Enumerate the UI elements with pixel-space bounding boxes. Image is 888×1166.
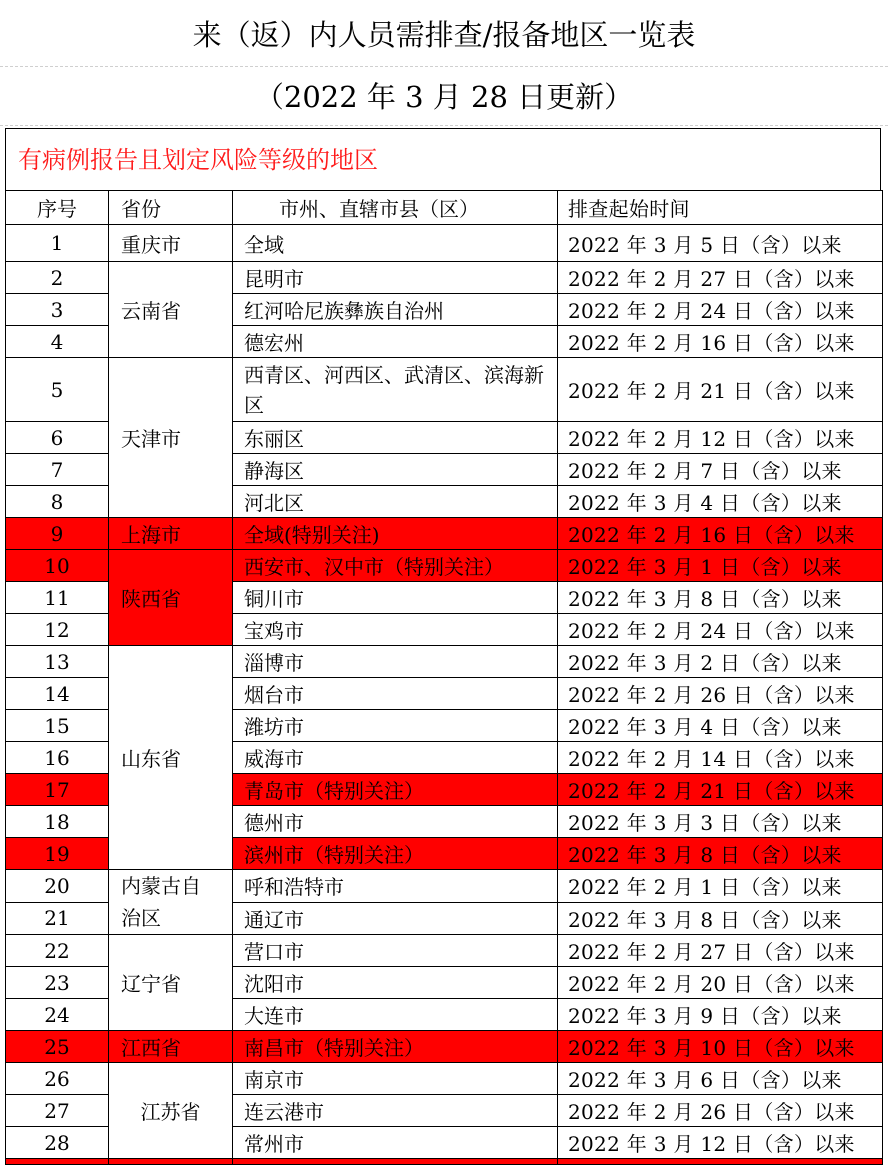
divider xyxy=(0,125,888,126)
row-number: 8 xyxy=(6,486,109,518)
start-time-cell: 2022 年 3 月 9 日（含）以来 xyxy=(558,999,883,1031)
row-number: 1 xyxy=(6,225,109,262)
table-row xyxy=(6,1159,883,1165)
start-time-cell: 2022 年 3 月 4 日（含）以来 xyxy=(558,710,883,742)
start-time-cell: 2022 年 3 月 5 日（含）以来 xyxy=(558,225,883,262)
row-number: 7 xyxy=(6,454,109,486)
province-cell: 辽宁省 xyxy=(109,935,233,1031)
row-edge-cell xyxy=(233,1159,558,1165)
start-time-cell: 2022 年 3 月 3 日（含）以来 xyxy=(558,806,883,838)
area-cell: 青岛市（特别关注） xyxy=(233,774,558,806)
province-cell: 重庆市 xyxy=(109,225,233,262)
start-time-cell: 2022 年 2 月 1 日（含）以来 xyxy=(558,870,883,903)
row-number: 6 xyxy=(6,422,109,454)
start-time-cell: 2022 年 2 月 24 日（含）以来 xyxy=(558,614,883,646)
row-number: 19 xyxy=(6,838,109,870)
area-cell: 河北区 xyxy=(233,486,558,518)
row-number: 21 xyxy=(6,902,109,935)
start-time-cell: 2022 年 2 月 16 日（含）以来 xyxy=(558,326,883,358)
header-no: 序号 xyxy=(6,191,109,225)
row-number: 17 xyxy=(6,774,109,806)
start-time-cell: 2022 年 3 月 4 日（含）以来 xyxy=(558,486,883,518)
start-time-cell: 2022 年 3 月 1 日（含）以来 xyxy=(558,550,883,582)
start-time-cell: 2022 年 3 月 2 日（含）以来 xyxy=(558,646,883,678)
province-cell: 天津市 xyxy=(109,358,233,518)
start-time-cell: 2022 年 2 月 12 日（含）以来 xyxy=(558,422,883,454)
start-time-cell: 2022 年 2 月 21 日（含）以来 xyxy=(558,774,883,806)
area-cell: 红河哈尼族彝族自治州 xyxy=(233,294,558,326)
area-cell: 烟台市 xyxy=(233,678,558,710)
row-number: 20 xyxy=(6,870,109,903)
row-number: 27 xyxy=(6,1095,109,1127)
province-cell: 江苏省 xyxy=(109,1063,233,1159)
start-time-cell: 2022 年 2 月 16 日（含）以来 xyxy=(558,518,883,550)
table-row xyxy=(6,262,883,294)
table-row xyxy=(6,1063,883,1095)
row-number: 12 xyxy=(6,614,109,646)
area-cell: 铜川市 xyxy=(233,582,558,614)
table-row xyxy=(6,646,883,678)
row-number: 10 xyxy=(6,550,109,582)
province-cell: 陕西省 xyxy=(109,550,233,646)
region-table xyxy=(5,190,883,1165)
page-title: 来（返）内人员需排查/报备地区一览表 xyxy=(192,18,696,52)
area-cell: 东丽区 xyxy=(233,422,558,454)
start-time-cell: 2022 年 3 月 8 日（含）以来 xyxy=(558,902,883,935)
start-time-cell: 2022 年 2 月 21 日（含）以来 xyxy=(558,358,883,422)
area-cell: 潍坊市 xyxy=(233,710,558,742)
row-number: 13 xyxy=(6,646,109,678)
start-time-cell: 2022 年 2 月 7 日（含）以来 xyxy=(558,454,883,486)
row-number: 25 xyxy=(6,1031,109,1063)
row-number: 11 xyxy=(6,582,109,614)
row-edge-cell xyxy=(6,1159,109,1165)
row-number: 5 xyxy=(6,358,109,422)
header-area: 市州、直辖市县（区） xyxy=(233,191,558,225)
area-cell: 西安市、汉中市（特别关注） xyxy=(233,550,558,582)
province-cell: 江西省 xyxy=(109,1031,233,1063)
area-cell: 常州市 xyxy=(233,1127,558,1159)
area-cell: 南昌市（特别关注） xyxy=(233,1031,558,1063)
start-time-cell: 2022 年 3 月 12 日（含）以来 xyxy=(558,1127,883,1159)
area-cell: 沈阳市 xyxy=(233,967,558,999)
row-number: 15 xyxy=(6,710,109,742)
area-cell: 静海区 xyxy=(233,454,558,486)
area-cell: 淄博市 xyxy=(233,646,558,678)
start-time-cell: 2022 年 3 月 6 日（含）以来 xyxy=(558,1063,883,1095)
table-row xyxy=(6,870,883,903)
row-number: 23 xyxy=(6,967,109,999)
row-number: 3 xyxy=(6,294,109,326)
area-cell: 大连市 xyxy=(233,999,558,1031)
table-row xyxy=(6,518,883,550)
start-time-cell: 2022 年 2 月 24 日（含）以来 xyxy=(558,294,883,326)
table-header-row xyxy=(6,191,883,225)
header-province: 省份 xyxy=(109,191,233,225)
area-cell: 全域(特别关注) xyxy=(233,518,558,550)
row-edge-cell xyxy=(558,1159,883,1165)
area-cell: 宝鸡市 xyxy=(233,614,558,646)
row-number: 24 xyxy=(6,999,109,1031)
area-cell: 昆明市 xyxy=(233,262,558,294)
start-time-cell: 2022 年 2 月 20 日（含）以来 xyxy=(558,967,883,999)
area-cell: 全域 xyxy=(233,225,558,262)
table-row xyxy=(6,1031,883,1063)
section-heading: 有病例报告且划定风险等级的地区 xyxy=(5,128,881,190)
table-row xyxy=(6,935,883,967)
area-cell: 通辽市 xyxy=(233,902,558,935)
area-cell: 呼和浩特市 xyxy=(233,870,558,903)
header-start-time: 排查起始时间 xyxy=(558,191,883,225)
row-number: 16 xyxy=(6,742,109,774)
start-time-cell: 2022 年 2 月 26 日（含）以来 xyxy=(558,1095,883,1127)
table-row xyxy=(6,225,883,262)
start-time-cell: 2022 年 3 月 8 日（含）以来 xyxy=(558,838,883,870)
province-cell: 上海市 xyxy=(109,518,233,550)
province-cell: 内蒙古自治区 xyxy=(109,870,233,935)
table-row xyxy=(6,358,883,422)
area-cell: 营口市 xyxy=(233,935,558,967)
start-time-cell: 2022 年 2 月 27 日（含）以来 xyxy=(558,935,883,967)
start-time-cell: 2022 年 2 月 14 日（含）以来 xyxy=(558,742,883,774)
area-cell-text: 西青区、河西区、武清区、滨海新区 xyxy=(244,362,544,417)
province-cell: 山东省 xyxy=(109,646,233,870)
area-cell xyxy=(233,358,558,422)
row-number: 4 xyxy=(6,326,109,358)
row-number: 28 xyxy=(6,1127,109,1159)
area-cell: 威海市 xyxy=(233,742,558,774)
row-number: 14 xyxy=(6,678,109,710)
area-cell: 滨州市（特别关注） xyxy=(233,838,558,870)
start-time-cell: 2022 年 2 月 27 日（含）以来 xyxy=(558,262,883,294)
row-number: 9 xyxy=(6,518,109,550)
area-cell: 连云港市 xyxy=(233,1095,558,1127)
area-cell: 德州市 xyxy=(233,806,558,838)
start-time-cell: 2022 年 3 月 10 日（含）以来 xyxy=(558,1031,883,1063)
row-number: 26 xyxy=(6,1063,109,1095)
start-time-cell: 2022 年 2 月 26 日（含）以来 xyxy=(558,678,883,710)
row-edge-cell xyxy=(109,1159,233,1165)
update-date: （2022 年 3 月 28 日更新） xyxy=(254,80,634,114)
start-time-cell: 2022 年 3 月 8 日（含）以来 xyxy=(558,582,883,614)
area-cell: 德宏州 xyxy=(233,326,558,358)
row-number: 18 xyxy=(6,806,109,838)
row-number: 22 xyxy=(6,935,109,967)
area-cell: 南京市 xyxy=(233,1063,558,1095)
table-row xyxy=(6,550,883,582)
row-number: 2 xyxy=(6,262,109,294)
province-cell: 云南省 xyxy=(109,262,233,358)
